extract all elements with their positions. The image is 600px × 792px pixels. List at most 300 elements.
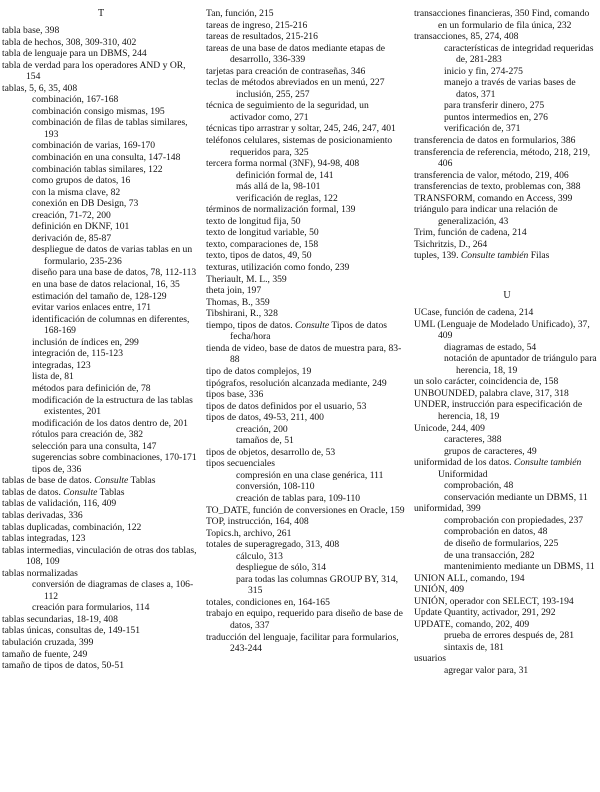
entry-text: teclas de métodos abreviados en un menú, 227 (206, 77, 385, 89)
entry-text: técnicas tipo arrastrar y soltar, 245, 246, 247, 401 (206, 123, 396, 135)
cross-reference-term: Consulte también (513, 457, 582, 469)
index-subentry (2, 383, 200, 395)
index-subentry (414, 492, 600, 504)
entries-col3b (414, 307, 600, 677)
entry-text: agregar valor para, 31 (444, 664, 529, 676)
index-entry (414, 503, 600, 515)
entry-text: grupos de caracteres, 49 (444, 445, 537, 457)
index-entry (414, 8, 600, 31)
index-entry (206, 378, 406, 390)
entry-text: tareas de una base de datos mediante etapas de desarrollo, 336-339 (206, 42, 386, 66)
entry-text: manejo a través de varias bases de datos, 371 (444, 77, 576, 100)
index-subentry (206, 193, 406, 205)
entry-text: tipos de objetos, desarrollo de, 53 (206, 446, 336, 458)
entry-text: TOP, instrucción, 164, 408 (206, 516, 309, 528)
index-subentry (414, 446, 600, 458)
entry-text: tareas de resultados, 215-216 (206, 31, 318, 43)
index-column-1 (2, 8, 200, 672)
index-subentry (206, 470, 406, 482)
index-subentry (414, 353, 600, 376)
entry-text: combinación consigo mismas, 195 (32, 105, 165, 117)
index-entry (414, 584, 600, 596)
entry-text: definición en DKNF, 101 (32, 221, 130, 233)
entry-text: Trim, función de cadena, 214 (414, 227, 527, 239)
index-entry (206, 20, 406, 32)
entry-text: términos de normalización formal, 139 (206, 204, 356, 216)
index-subentry (2, 164, 200, 176)
index-entry (2, 498, 200, 510)
entry-text: comprobación en datos, 48 (444, 526, 548, 538)
index-entry (414, 193, 600, 205)
entry-text: Topics.h, archivo, 261 (206, 527, 292, 539)
index-entry (206, 239, 406, 251)
index-subentry (2, 279, 200, 291)
index-subentry (414, 43, 600, 66)
index-subentry (2, 452, 200, 464)
index-entry (414, 319, 600, 342)
entry-text: características de integridad requeridas de, 281-283 (444, 42, 594, 66)
entry-text: despliegue de datos de varias tablas en un formulario, 235-236 (32, 244, 193, 267)
entry-text: uniformidad, 399 (414, 503, 481, 515)
entry-text: tipógrafos, resolución alcanzada mediante, 249 (206, 377, 387, 389)
entry-text: combinación tablas similares, 122 (32, 163, 163, 175)
entry-text: sugerencias sobre combinaciones, 170-171 (32, 452, 197, 464)
entry-text: con la misma clave, 82 (32, 186, 121, 198)
entry-text: inclusión de índices en, 299 (32, 336, 139, 348)
index-subentry (414, 630, 600, 642)
index-entry (414, 135, 600, 147)
entry-text: texto de longitud variable, 50 (206, 227, 319, 239)
entry-text: tareas de ingreso, 215-216 (206, 19, 308, 31)
index-entry (414, 376, 600, 388)
entries-col1 (2, 25, 200, 672)
index-entry (414, 31, 600, 43)
entry-text: tarjetas para creación de contraseñas, 346 (206, 65, 366, 77)
entry-text: creación, 200 (236, 423, 288, 435)
cross-reference-target: Tablas (97, 486, 125, 498)
index-entry (206, 597, 406, 609)
entry-text: tablas únicas, consultas de, 149-151 (2, 625, 141, 637)
index-entry (206, 204, 406, 216)
index-entry (414, 596, 600, 608)
entry-text: evitar varios enlaces entre, 171 (32, 302, 152, 314)
cross-reference-term: Consulte también (460, 250, 529, 262)
index-entry (206, 135, 406, 158)
index-entry (2, 83, 200, 95)
index-entry (206, 343, 406, 366)
index-entry (206, 285, 406, 297)
index-subentry (2, 337, 200, 349)
entry-text: transferencia de datos en formularios, 386 (414, 135, 576, 147)
entry-text: combinación en una consulta, 147-148 (32, 152, 181, 164)
index-entry (2, 533, 200, 545)
entry-text: UNIÓN, 409 (414, 584, 465, 596)
entry-text: tablas de datos. (2, 486, 64, 498)
index-subentry (206, 493, 406, 505)
index-entry (414, 170, 600, 182)
index-entry (414, 250, 600, 262)
index-subentry (2, 291, 200, 303)
cross-reference-term: Consulte (295, 319, 330, 331)
index-entry (2, 614, 200, 626)
index-entry (206, 158, 406, 170)
index-entry (414, 147, 600, 170)
entry-text: sintaxis de, 181 (444, 641, 504, 653)
entry-text: de diseño de formularios, 225 (444, 537, 559, 549)
index-subentry (414, 526, 600, 538)
index-entry (414, 619, 600, 631)
entry-text: definición formal de, 141 (236, 169, 334, 181)
entry-text: puntos intermedios en, 276 (444, 111, 548, 123)
index-entry (2, 545, 200, 568)
entry-text: despliegue de sólo, 314 (236, 562, 327, 574)
entries-col3a (414, 8, 600, 262)
index-subentry (2, 464, 200, 476)
index-subentry (206, 170, 406, 182)
cross-reference-term: Consulte (94, 475, 129, 487)
entry-text: tabla de verdad para los operadores AND y OR, 154 (2, 59, 186, 83)
entry-text: prueba de errores después de, 281 (444, 630, 574, 642)
letter-heading-t: T (97, 8, 105, 19)
index-entry (206, 66, 406, 78)
entry-text: texto de longitud fija, 50 (206, 215, 301, 227)
index-entry (206, 412, 406, 424)
entry-text: creación, 71-72, 200 (32, 209, 111, 221)
entry-text: transacciones financieras, 350 Find, comando en un formulario de fila única, 232 (414, 8, 590, 31)
index-subentry (206, 481, 406, 493)
index-entry (414, 388, 600, 400)
entry-text: diseño para una base de datos, 78, 112-113 (32, 267, 197, 279)
entry-text: transferencia de referencia, método, 218, 219, 406 (414, 146, 591, 170)
index-subentry (414, 100, 600, 112)
index-entry (414, 239, 600, 251)
entry-text: modificación de los datos dentro de, 201 (32, 417, 188, 429)
index-subentry (414, 538, 600, 550)
index-entry (206, 250, 406, 262)
index-entry (206, 100, 406, 123)
entry-text: creación de tablas para, 109-110 (236, 492, 361, 504)
index-entry (414, 457, 600, 480)
entry-text: comprobación con propiedades, 237 (444, 514, 584, 526)
entry-text: caracteres, 388 (444, 434, 502, 446)
index-entry (206, 389, 406, 401)
entry-text: uniformidad de los datos. (414, 457, 514, 469)
entry-text: UNION ALL, comando, 194 (414, 572, 525, 584)
entry-text: totales, condiciones en, 164-165 (206, 596, 330, 608)
entry-text: tienda de video, base de datos de muestra para, 83-88 (206, 342, 402, 366)
index-entry (206, 320, 406, 343)
index-entry (2, 60, 200, 83)
cross-reference-target: Filas (528, 250, 550, 262)
index-entry (414, 307, 600, 319)
index-subentry (2, 198, 200, 210)
index-entry (2, 649, 200, 661)
entry-text: transacciones, 85, 274, 408 (414, 31, 519, 43)
entry-text: combinación de varias, 169-170 (32, 140, 156, 152)
entry-text: comprobación, 48 (444, 480, 514, 492)
entry-text: transferencia de valor, método, 219, 406 (414, 169, 569, 181)
index-subentry (2, 175, 200, 187)
index-entry (206, 43, 406, 66)
index-subentry (2, 152, 200, 164)
entry-text: notación de apuntador de triángulo para herencia, 18, 19 (444, 353, 597, 376)
entry-text: UPDATE, comando, 202, 409 (414, 618, 530, 630)
entry-text: tablas secundarias, 18-19, 408 (2, 613, 118, 625)
entry-text: compresión en una clase genérica, 111 (236, 469, 384, 481)
index-subentry (414, 123, 600, 135)
index-subentry (2, 267, 200, 279)
index-entry (206, 297, 406, 309)
cross-reference-target: Uniformidad (438, 468, 488, 480)
index-entry (206, 447, 406, 459)
index-subentry (206, 181, 406, 193)
entry-text: transferencias de texto, problemas con, 388 (414, 181, 581, 193)
entry-text: tipos de datos definidos por el usuario, 53 (206, 400, 367, 412)
index-subentry (206, 574, 406, 597)
entry-text: cálculo, 313 (236, 550, 283, 562)
index-entry (414, 227, 600, 239)
entry-text: tamaños de, 51 (236, 435, 294, 447)
index-subentry (2, 117, 200, 140)
index-subentry (414, 342, 600, 354)
index-entry (414, 423, 600, 435)
entry-text: trabajo en equipo, requerido para diseño de base de datos, 337 (206, 608, 403, 631)
index-subentry (2, 210, 200, 222)
entry-text: tablas normalizadas (2, 567, 78, 579)
index-entry (206, 227, 406, 239)
index-entry (206, 31, 406, 43)
index-entry (2, 510, 200, 522)
entry-text: derivación de, 85-87 (32, 232, 112, 244)
index-subentry (2, 94, 200, 106)
index-subentry (2, 429, 200, 441)
entry-text: UML (Lenguaje de Modelado Unificado), 37, 409 (414, 318, 590, 342)
cross-reference-target: Tipos de datos fecha/hora (230, 319, 387, 343)
entry-text: más allá de la, 98-101 (236, 181, 321, 193)
entry-text: tablas de validación, 116, 409 (2, 498, 117, 510)
entry-text: traducción del lenguaje, facilitar para formularios, 243-244 (206, 631, 399, 655)
index-subentry (206, 89, 406, 101)
index-entry (2, 25, 200, 37)
entry-text: métodos para definición de, 78 (32, 382, 151, 394)
index-subentry (2, 441, 200, 453)
entry-text: combinación, 167-168 (32, 94, 119, 106)
entry-text: creación para formularios, 114 (32, 602, 150, 614)
index-subentry (2, 187, 200, 199)
entry-text: tercera forma normal (3NF), 94-98, 408 (206, 158, 360, 170)
entry-text: UNBOUNDED, palabra clave, 317, 318 (414, 387, 569, 399)
index-subentry (2, 221, 200, 233)
index-subentry (206, 424, 406, 436)
index-entry (206, 366, 406, 378)
entry-text: tipos secuenciales (206, 458, 275, 470)
entry-text: integradas, 123 (32, 359, 91, 371)
section-gap (414, 262, 600, 290)
entry-text: conservación mediante un DBMS, 11 (444, 491, 588, 503)
index-column-3 (414, 8, 600, 677)
index-entry (206, 216, 406, 228)
entry-text: rótulos para creación de, 382 (32, 429, 144, 441)
index-subentry (414, 550, 600, 562)
entry-text: tabla base, 398 (2, 25, 60, 36)
entry-text: tablas de base de datos. (2, 475, 95, 487)
entry-text: tamaño de tipos de datos, 50-51 (2, 660, 125, 672)
entry-text: UNDER, instrucción para especificación de herencia, 18, 19 (414, 399, 583, 422)
entry-text: teléfonos celulares, sistemas de posicionamiento requeridos para, 325 (206, 135, 393, 158)
index-entry (414, 399, 600, 422)
entry-text: para transferir dinero, 275 (444, 100, 545, 112)
entry-text: TRANSFORM, comando en Access, 399 (414, 192, 573, 204)
entry-text: conexión en DB Design, 73 (32, 198, 139, 210)
index-subentry (206, 435, 406, 447)
entry-text: tipos base, 336 (206, 389, 264, 401)
entry-text: estimación del tamaño de, 128-129 (32, 290, 167, 302)
index-entry (206, 8, 406, 20)
entry-text: tabulación cruzada, 399 (2, 636, 94, 648)
index-entry (414, 573, 600, 585)
entry-text: tipos de datos, 49-53, 211, 400 (206, 412, 324, 424)
entry-text: tuples, 139. (414, 250, 461, 262)
index-subentry (2, 314, 200, 337)
index-entry (2, 37, 200, 49)
index-subentry (2, 106, 200, 118)
index-subentry (414, 66, 600, 78)
index-entry (206, 274, 406, 286)
entry-text: tamaño de fuente, 249 (2, 648, 88, 660)
entry-text: theta join, 197 (206, 285, 262, 297)
entry-text: de una transacción, 282 (444, 549, 535, 561)
entry-text: Tsichritzis, D., 264 (414, 238, 488, 250)
entry-text: conversión de diagramas de clases a, 106-112 (32, 579, 194, 602)
index-subentry (2, 360, 200, 372)
entry-text: Tibshirani, R., 328 (206, 308, 278, 320)
index-entry (206, 528, 406, 540)
entry-text: tablas integradas, 123 (2, 533, 86, 545)
entry-text: Update Quantity, activador, 291, 292 (414, 607, 556, 619)
entry-text: combinación de filas de tablas similares, 193 (32, 117, 188, 140)
entry-text: lista de, 81 (32, 371, 74, 383)
index-subentry (2, 395, 200, 418)
index-subentry (414, 561, 600, 573)
entries-col2 (206, 8, 406, 655)
index-subentry (2, 140, 200, 152)
entry-text: texturas, utilización como fondo, 239 (206, 262, 350, 274)
entry-text: un solo carácter, coincidencia de, 158 (414, 376, 559, 388)
entry-text: para todas las columnas GROUP BY, 314, 315 (236, 573, 399, 597)
entry-text: verificación de, 371 (444, 123, 521, 135)
index-subentry (2, 348, 200, 360)
index-subentry (414, 642, 600, 654)
entry-text: conversión, 108-110 (236, 481, 315, 493)
entry-text: tablas duplicadas, combinación, 122 (2, 521, 142, 533)
index-entry (206, 505, 406, 517)
index-entry (206, 401, 406, 413)
index-subentry (414, 665, 600, 677)
entry-text: Unicode, 244, 409 (414, 422, 485, 434)
index-column-2 (206, 8, 406, 655)
cross-reference-term: Consulte (63, 486, 98, 498)
index-subentry (2, 233, 200, 245)
entry-text: tabla de hechos, 308, 309-310, 402 (2, 36, 137, 48)
index-entry (206, 608, 406, 631)
entry-text: inclusión, 255, 257 (236, 88, 310, 100)
entry-text: TO_DATE, función de conversiones en Oracle, 159 (206, 504, 405, 516)
entry-text: inicio y fin, 274-275 (444, 65, 523, 77)
entry-text: identificación de columnas en diferentes, 168-169 (32, 313, 190, 337)
index-subentry (206, 562, 406, 574)
index-entry (2, 487, 200, 499)
index-subentry (414, 515, 600, 527)
entry-text: triángulo para indicar una relación de generalización, 43 (414, 204, 558, 227)
index-entry (414, 204, 600, 227)
index-subentry (2, 302, 200, 314)
entry-text: tablas derivadas, 336 (2, 509, 83, 521)
index-entry (206, 458, 406, 470)
cross-reference-target: Tablas (128, 475, 156, 487)
entry-text: UNIÓN, operador con SELECT, 193-194 (414, 595, 574, 607)
letter-heading-u: U (503, 290, 511, 302)
entry-text: tablas, 5, 6, 35, 408 (2, 82, 78, 94)
entry-text: usuarios (414, 653, 446, 665)
index-subentry (206, 551, 406, 563)
index-subentry (2, 371, 200, 383)
entry-text: Theriault, M. L., 359 (206, 273, 287, 285)
entry-text: técnica de seguimiento de la seguridad, un activador como, 271 (206, 100, 369, 123)
index-entry (2, 637, 200, 649)
index-subentry (414, 112, 600, 124)
index-entry (206, 516, 406, 528)
index-entry (206, 632, 406, 655)
index-subentry (2, 418, 200, 430)
index-subentry (414, 480, 600, 492)
index-entry (2, 48, 200, 60)
index-subentry (2, 244, 200, 267)
entry-text: tipo de datos complejos, 19 (206, 365, 312, 377)
index-entry (414, 181, 600, 193)
index-entry (2, 568, 200, 580)
index-subentry (414, 77, 600, 100)
index-entry (206, 539, 406, 551)
index-entry (206, 308, 406, 320)
entry-text: integración de, 115-123 (32, 348, 124, 360)
entry-text: como grupos de datos, 16 (32, 175, 131, 187)
index-entry (2, 475, 200, 487)
entry-text: en una base de datos relacional, 16, 35 (32, 279, 180, 291)
index-subentry (2, 602, 200, 614)
index-entry (2, 660, 200, 672)
index-subentry (2, 579, 200, 602)
entry-text: modificación de la estructura de las tablas existentes, 201 (32, 394, 193, 418)
entry-text: totales de superagregado, 313, 408 (206, 539, 340, 551)
index-entry (2, 522, 200, 534)
entry-text: Thomas, B., 359 (206, 296, 270, 308)
index-subentry (414, 434, 600, 446)
entry-text: mantenimiento mediante un DBMS, 11 (444, 561, 595, 573)
entry-text: tablas intermedias, vinculación de otras dos tablas, 108, 109 (2, 544, 197, 568)
entry-text: tabla de lenguaje para un DBMS, 244 (2, 48, 147, 60)
entry-text: verificación de reglas, 122 (236, 192, 338, 204)
entry-text: texto, comparaciones de, 158 (206, 238, 319, 250)
entry-text: selección para una consulta, 147 (32, 440, 157, 452)
index-entry (206, 77, 406, 89)
entry-text: tipos de, 336 (32, 463, 82, 475)
entry-text: UCase, función de cadena, 214 (414, 307, 534, 319)
index-entry (414, 653, 600, 665)
entry-text: texto, tipos de datos, 49, 50 (206, 250, 312, 262)
entry-text: tiempo, tipos de datos. (206, 319, 295, 331)
index-entry (206, 123, 406, 135)
index-entry (206, 262, 406, 274)
